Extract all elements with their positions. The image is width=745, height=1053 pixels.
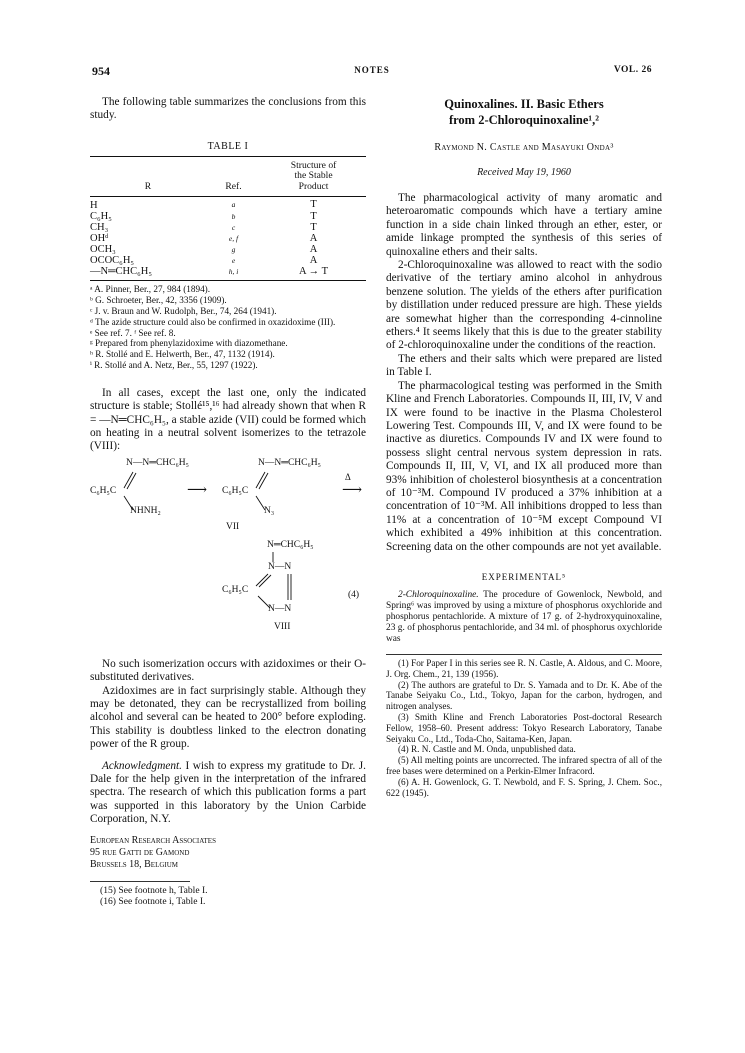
cell-r: —N═CHC₆H₅: [90, 266, 153, 278]
address-line: Brussels 18, Belgium: [90, 858, 179, 870]
cell-r: OCOC₆H₅: [90, 255, 135, 267]
cell-r: C₆H₅: [90, 211, 112, 223]
table-row: [90, 233, 366, 244]
compound-label-vii: VII: [226, 521, 240, 532]
experimental-label: 2-Chloroquinoxaline.: [398, 589, 479, 600]
cell-ref: c: [231, 223, 236, 233]
cell-r: OHᵈ: [90, 233, 109, 245]
running-header: [92, 64, 652, 80]
paragraph-no-isomerization: No such isomerization occurs with azidoximes or their O-substituted derivatives.: [90, 657, 366, 684]
heat-symbol: Δ: [345, 471, 351, 482]
intro-paragraph: The following table summarizes the conclusions from this study.: [90, 96, 366, 122]
volume-label: VOL. 26: [613, 65, 652, 75]
header-product-l1: Structure of: [290, 159, 337, 171]
table-footnote: ᵍ Prepared from phenylazidoxime with diazomethane.: [90, 338, 288, 349]
bond-lines: [90, 454, 366, 640]
footnote-rule: [386, 654, 662, 655]
author-address: [90, 835, 366, 871]
cell-product: A: [309, 233, 318, 245]
cell-product: A → T: [299, 266, 329, 278]
header-ref: Ref.: [225, 180, 242, 192]
table-row: [90, 222, 366, 233]
left-column: [90, 96, 366, 908]
acknowledgment: [90, 760, 366, 827]
footnote-3: (3) Smith Kline and French Laboratories Post-doctoral Research Fellow, 1958–60. Present address: Tokyo Research Laboratory, Tanabe Seiyaku Co., Ltd., Toda-Cho, Saitama-Ken, Japan.: [386, 711, 662, 744]
struct-a-left: C₆H₅C: [90, 485, 117, 496]
table-footnote: ᵃ A. Pinner, Ber., 27, 984 (1894).: [90, 284, 211, 295]
header-product: [261, 156, 366, 193]
paragraph-isomerization: In all cases, except the last one, only the indicated structure is stable; Stollé¹⁵,¹⁶ had already shown that when R = —N═CHC₆H₅, a stable azide (VII) could be formed which on heating in a neutral solvent isomerizes to the tetrazole (VIII):: [90, 386, 366, 453]
article-title-line-1: Quinoxalines. II. Basic Ethers: [444, 97, 604, 111]
header-r: R: [144, 180, 152, 192]
cell-product: T: [310, 198, 317, 210]
struct-a-top: N—N═CHC₆H₅: [126, 457, 189, 468]
table-footnotes: [90, 284, 366, 370]
table-footnote: ᶜ J. v. Braun and W. Rudolph, Ber., 74, 264 (1941).: [90, 305, 277, 316]
struct-c-left: C₆H₅C: [222, 584, 249, 595]
cell-r: H: [90, 200, 98, 212]
authors: Raymond N. Castle and Masayuki Onda³: [434, 142, 614, 153]
cell-ref: e: [231, 256, 236, 266]
table-row: [90, 266, 366, 277]
table-footnote: ⁱ R. Stollé and A. Netz, Ber., 55, 1297 (1922).: [90, 359, 258, 370]
reaction-scheme: [90, 454, 366, 640]
experimental-heading: EXPERIMENTAL⁵: [481, 571, 567, 582]
table-row: [90, 197, 366, 212]
reaction-arrow: ⟶: [187, 482, 208, 498]
paragraph-table-ref: The ethers and their salts which were prepared are listed in Table I.: [386, 352, 662, 379]
footnote-2: (2) The authors are grateful to Dr. S. Yamada and to Dr. K. Abe of the Tanabe Seiyaku Co., Ltd., Tokyo, Japan for the carbon, hydrogen, and nitrogen analyses.: [386, 679, 662, 712]
header-product-l2: the Stable: [294, 170, 333, 182]
footnote-4: (4) R. N. Castle and M. Onda, unpublished data.: [398, 744, 576, 755]
struct-c-top: N═CHC₆H₅: [267, 539, 314, 550]
right-column: [386, 96, 662, 798]
header-product-l3: Product: [298, 180, 329, 192]
cell-product: T: [310, 222, 317, 234]
cell-product: A: [309, 255, 318, 267]
struct-c-n2: N—N: [268, 603, 292, 614]
struct-b-bottom: N₃: [264, 505, 275, 516]
cell-ref: e, f: [228, 234, 239, 244]
cell-ref: g: [231, 245, 236, 255]
table-row: [90, 211, 366, 222]
compound-label-viii: VIII: [274, 621, 291, 632]
address-line: 95 rue Gatti de Gamond: [90, 846, 190, 858]
experimental-text: The procedure of Gowenlock, Newbold, and Spring⁶ was improved by using a mixture of phosphorus oxychloride and phosphorus pentachloride. A mixture of 17 g. of 2-hydroxyquinoxaline, 23 g. of phosphorus pentachloride, and 34 ml. of phosphorus oxychloride was: [386, 589, 662, 644]
table-footnote: ʰ R. Stollé and E. Helwerth, Ber., 47, 1132 (1914).: [90, 349, 275, 360]
table-footnote: ᵈ The azide structure could also be confirmed in oxazidoxime (III).: [90, 316, 336, 327]
received-date: Received May 19, 1960: [477, 167, 571, 178]
table-footnote: ᵇ G. Schroeter, Ber., 42, 3356 (1909).: [90, 295, 227, 306]
paragraph-pharmacology: The pharmacological testing was performed in the Smith Kline and French Laboratories. Compounds II, III, IV, V and IX were found to be inactive in the Plasma Cholesterol Lowering Test. Compounds III, V, and IX were found to be inactive as diuretics. Compounds IV and IX were found to possess slight central nervous system depression in rats. Compounds II, III, V, VI, and IX all produced more than 93% inhibition of cholesterol biosynthesis at a concentration of 10⁻³M. Compound IV produced a 37% inhibition at a concentration of 10⁻³M. All inhibitions dropped to less than 11% at a concentration of 10⁻⁵M except Compound VI which exhibited a 49% inhibition at this concentration. Screening data on the other compounds are not yet available.: [386, 379, 662, 553]
cell-product: A: [309, 244, 318, 256]
reaction-arrow-heat: ⟶: [342, 482, 363, 498]
reference-15: (15) See footnote h, Table I.: [100, 884, 208, 896]
article-title-line-2: from 2-Chloroquinoxaline¹,²: [448, 113, 600, 127]
experimental-paragraph: [386, 590, 662, 645]
footnote-5: (5) All melting points are uncorrected. The infrared spectra of all of the free bases were determined on a Perkin-Elmer Infracord.: [386, 755, 662, 776]
table-row: [90, 255, 366, 266]
paragraph-stability: Azidoximes are in fact surprisingly stable. Although they may be detonated, they can be recrystallized from boiling alcohol and several can be heated to 200° before exploding. This stability is doubtless linked to the electron donating power of the R group.: [90, 684, 366, 751]
acknowledgment-label: Acknowledgment.: [102, 759, 182, 772]
acknowledgment-text: I wish to express my gratitude to Dr. J. Dale for the help given in the interpretation of the infrared spectra. The research of which this publication forms a part was supported in this laboratory by the Union Carbide Corporation, N.Y.: [90, 759, 366, 826]
table-footnote: ᵉ See ref. 7. ᶠ See ref. 8.: [90, 327, 176, 338]
reference-16: (16) See footnote i, Table I.: [100, 896, 206, 908]
paragraph-synthesis: 2-Chloroquinoxaline was allowed to react with the sodio derivative of the tertiary amino alcohol in anhydrous benzene solution. The yields of the ethers after purification by distillation under reduced pressure are high. These yields are somewhat higher than the corresponding 4-cinnoline ethers.⁴ It seems likely that this is due to the greater stability of 2-chloroquinoxaline under the conditions of the reaction.: [386, 259, 662, 352]
address-line: European Research Associates: [90, 834, 216, 846]
cell-ref: a: [231, 199, 236, 209]
paragraph-intro: The pharmacological activity of many aromatic and heteroaromatic compounds which have a tertiary amine function in a side chain linked through an ether, ester, or amide linkage prompted the synthesis of this series of quinoxaline ethers and their salts.: [386, 192, 662, 258]
cell-product: T: [310, 211, 317, 223]
table-i: [90, 156, 366, 282]
table-row: [90, 244, 366, 255]
struct-b-top: N—N═CHC₆H₅: [258, 457, 321, 468]
struct-a-bottom: NHNH₂: [130, 505, 161, 516]
struct-b-left: C₆H₅C: [222, 485, 249, 496]
equation-number: (4): [348, 589, 360, 600]
footnote-1: (1) For Paper I in this series see R. N. Castle, A. Aldous, and C. Moore, J. Org. Chem., 21, 139 (1956).: [386, 657, 662, 679]
struct-c-n1: N—N: [268, 561, 292, 572]
footnote-rule: [90, 881, 190, 882]
cell-ref: b: [231, 212, 236, 222]
table-title: TABLE I: [207, 140, 249, 152]
cell-r: CH₃: [90, 222, 109, 234]
footnote-6: (6) A. H. Gowenlock, G. T. Newbold, and F. S. Spring, J. Chem. Soc., 622 (1945).: [386, 776, 662, 798]
cell-ref: h, i: [228, 267, 239, 277]
page-number: 954: [92, 64, 110, 78]
cell-r: OCH₃: [90, 244, 116, 256]
section-name: NOTES: [354, 65, 390, 75]
